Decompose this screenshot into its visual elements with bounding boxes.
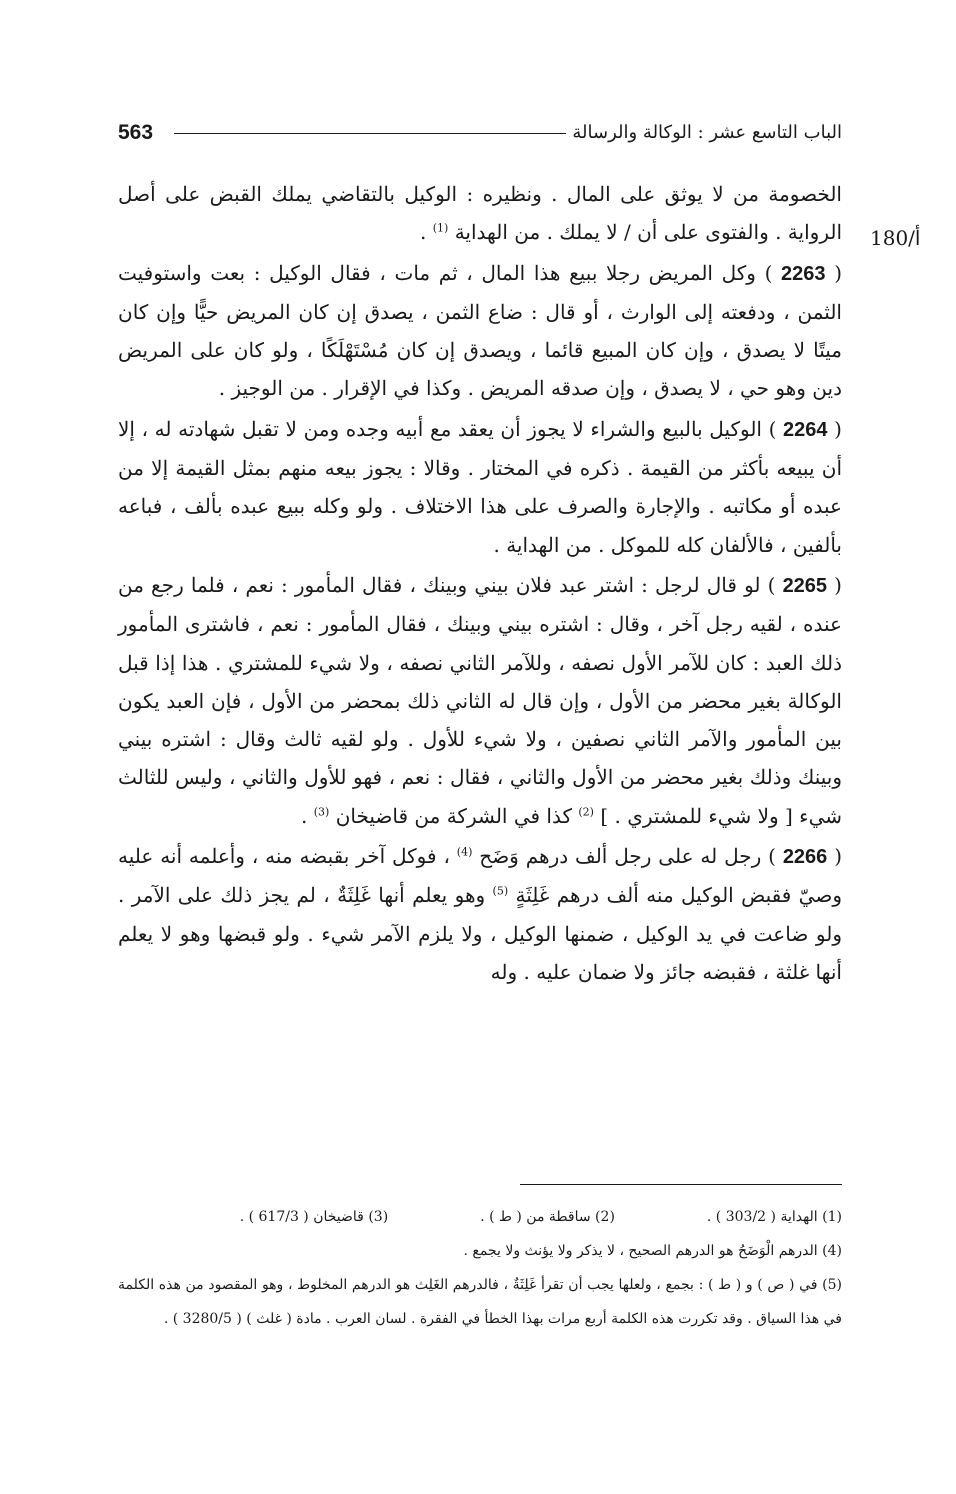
entry-text: ) لو قال لرجل : اشتر عبد فلان بيني وبينك ، فقال المأمور : نعم ، فلما رجع من عنده ، لقيه رجل آخر ، وقال : اشتره بيني وبينك ، فقال المأمور : نعم ، فاشترى المأمور ذلك العبد : كان للآمر الأول نصفه ، وللآمر الثاني نصفه ، ولا شيء للمشتري . هذا إذا قبل الوكالة بغير محضر من الأول ، وإن قال له الثاني ذلك بمحضر من الأول ، فإن العبد يكون بين المأمور والآمر الثاني نصفين ، ولا شيء للأول . ولو لقيه ثالث وقال : اشتره بيني وبينك وذلك بغير محضر من الأول والثاني ، فقال : نعم ، فهو للأول والثاني ، وليس للثالث شيء [ ولا شيء للمشتري . ] bbox=[118, 572, 842, 828]
footnote-ref: (1) bbox=[432, 221, 449, 235]
paragraph-end: . bbox=[420, 220, 433, 245]
footnotes bbox=[118, 1200, 842, 1336]
entry-2263: ( 2263 ) وكل المريض رجلا ببيع هذا المال ، ثم مات ، فقال الوكيل : بعت واستوفيت الثمن ، ودفعته إلى الوارث ، أو قال : ضاع الثمن ، يصدق إن كان المريض حيًّا وإن كان ميتًا لا يصدق ، وإن كان المبيع قائما ، ويصدق إن كان مُسْتَهْلَكًا ، ولو كان على المريض دين وهو حي ، لا يصدق ، وإن صدقه المريض . وكذا في الإقرار . من الوجيز . bbox=[118, 260, 842, 401]
entry-2264: ( 2264 ) الوكيل بالبيع والشراء لا يجوز أن يعقد مع أبيه وجده ومن لا تقبل شهادته له ، إلا أن يبيعه بأكثر من القيمة . ذكره في المختار . وقالا : يجوز بيعه منهم بمثل القيمة إلا من عبده أو مكاتبه . والإجارة والصرف على هذا الاختلاف . ولو وكله ببيع عبده بألف ، فباعه بألفين ، فالألفان كله للموكل . من الهداية . bbox=[118, 416, 842, 557]
entry-text: ) وكل المريض رجلا ببيع هذا المال ، ثم مات ، فقال الوكيل : بعت واستوفيت الثمن ، ودفعته إلى الوارث ، أو قال : ضاع الثمن ، يصدق إن كان المريض حيًّا وإن كان ميتًا لا يصدق ، وإن كان المبيع قائما ، ويصدق إن كان مُسْتَهْلَكًا ، ولو كان على المريض دين وهو حي ، لا يصدق ، وإن صدقه المريض . وكذا في الإقرار . من الوجيز . bbox=[118, 260, 842, 401]
manuscript-folio-marker: 180/أ bbox=[870, 226, 921, 250]
entry-text: ) الوكيل بالبيع والشراء لا يجوز أن يعقد مع أبيه وجده ومن لا تقبل شهادته له ، إلا أن يبيعه بأكثر من القيمة . ذكره في المختار . وقالا : يجوز بيعه منهم بمثل القيمة إلا من عبده أو مكاتبه . والإجارة والصرف على هذا الاختلاف . ولو وكله ببيع عبده بألف ، فباعه بألفين ، فالألفان كله للموكل . من الهداية . bbox=[118, 416, 842, 557]
footnote-5: (5) في ( ص ) و ( ط ) : بجمع ، ولعلها يجب أن تقرأ غَلِثَةٌ ، فالدرهم الغَلِث هو الدرهم المخلوط ، وهو المقصود من هذه الكلمة في هذا السياق . وقد تكررت هذه الكلمة أربع مرات بهذا الخطأ في الفقرة . لسان العرب . مادة ( غلث ) ( 3280/5 ) . bbox=[118, 1277, 842, 1327]
page-number: 563 bbox=[118, 121, 154, 144]
entry-text-end: وهو يعلم أنها غَلِثَةٌ ، لم يجز ذلك على الآمر . ولو ضاعت في يد الوكيل ، ضمنها الوكيل ، ولا يلزم الآمر شيء . ولو قبضها وهو لا يعلم أنها غلثة ، فقبضه جائز ولا ضمان عليه . وله bbox=[118, 883, 842, 984]
paragraph-continuation bbox=[118, 175, 842, 252]
footnote-4: (4) الدرهم الْوَضَحُ هو الدرهم الصحيح ، لا يذكر ولا يؤنث ولا يجمع . bbox=[463, 1243, 842, 1259]
paragraph-text: الخصومة من لا يوثق على المال . ونظيره : الوكيل بالتقاضي يملك القبض على أصل الرواية . والفتوى على أن / لا يملك . من الهداية bbox=[118, 182, 842, 245]
entry-text-cont: ، فوكل آخر بقبضه منه ، وأعلمه أنه عليه وصيّ فقبض الوكيل منه ألف درهم غَلِثَةٍ bbox=[118, 844, 842, 908]
footnote-2: (2) ساقطة من ( ط ) . bbox=[480, 1209, 615, 1225]
running-head: الباب التاسع عشر : الوكالة والرسالة bbox=[572, 122, 842, 143]
footnote-1: (1) الهداية ( 303/2 ) . bbox=[706, 1209, 842, 1225]
footnote-3: (3) قاضيخان ( 617/3 ) . bbox=[239, 1209, 389, 1225]
footnote-ref: (5) bbox=[492, 884, 509, 898]
entry-number: 2264 bbox=[783, 418, 828, 441]
main-text bbox=[118, 175, 842, 991]
entry-2266: ( 2266 ) رجل له على رجل ألف درهم وَضَح $^{(4)}$ ، فوكل آخر بقبضه منه ، وأعلمه أنه عليه وصيّ فقبض الوكيل منه ألف درهم غَلِثَةٍ $^{(5)}$ وهو يعلم أنها غَلِثَةٌ ، لم يجز ذلك على الآمر . ولو ضاعت في يد الوكيل ، ضمنها الوكيل ، ولا يلزم الآمر شيء . ولو قبضها وهو لا يعلم أنها غلثة ، فقبضه جائز ولا ضمان عليه . وله bbox=[118, 844, 842, 984]
footnote-ref: (2) bbox=[578, 805, 594, 819]
entry-number: 2265 bbox=[782, 574, 828, 597]
entry-text-end: . bbox=[301, 803, 314, 828]
footnote-ref: (4) bbox=[456, 845, 473, 859]
footnote-separator bbox=[520, 1184, 842, 1185]
header-rule bbox=[174, 133, 566, 134]
entry-number: 2266 bbox=[782, 846, 828, 869]
entry-2265: ( 2265 ) لو قال لرجل : اشتر عبد فلان بيني وبينك ، فقال المأمور : نعم ، فلما رجع من عنده ، لقيه رجل آخر ، وقال : اشتره بيني وبينك ، فقال المأمور : نعم ، فاشترى المأمور ذلك العبد : كان للآمر الأول نصفه ، وللآمر الثاني نصفه ، ولا شيء للمشتري . هذا إذا قبل الوكالة بغير محضر من الأول ، وإن قال له الثاني ذلك بمحضر من الأول ، فإن العبد يكون بين المأمور والآمر الثاني نصفين ، ولا شيء للأول . ولو لقيه ثالث وقال : اشتره بيني وبينك وذلك بغير محضر من الأول والثاني ، فقال : نعم ، فهو للأول والثاني ، وليس للثالث شيء [ ولا شيء للمشتري . ] $^{(2)}$ كذا في الشركة من قاضيخان $^{(3)}$ . bbox=[118, 572, 842, 828]
footnote-row bbox=[118, 1200, 842, 1234]
page-header bbox=[118, 118, 842, 148]
footnote-ref: (3) bbox=[313, 805, 330, 819]
entry-text: ) رجل له على رجل ألف درهم وَضَح bbox=[479, 844, 783, 869]
entry-text-cont: كذا في الشركة من قاضيخان bbox=[335, 803, 579, 828]
entry-number: 2263 bbox=[781, 262, 826, 285]
